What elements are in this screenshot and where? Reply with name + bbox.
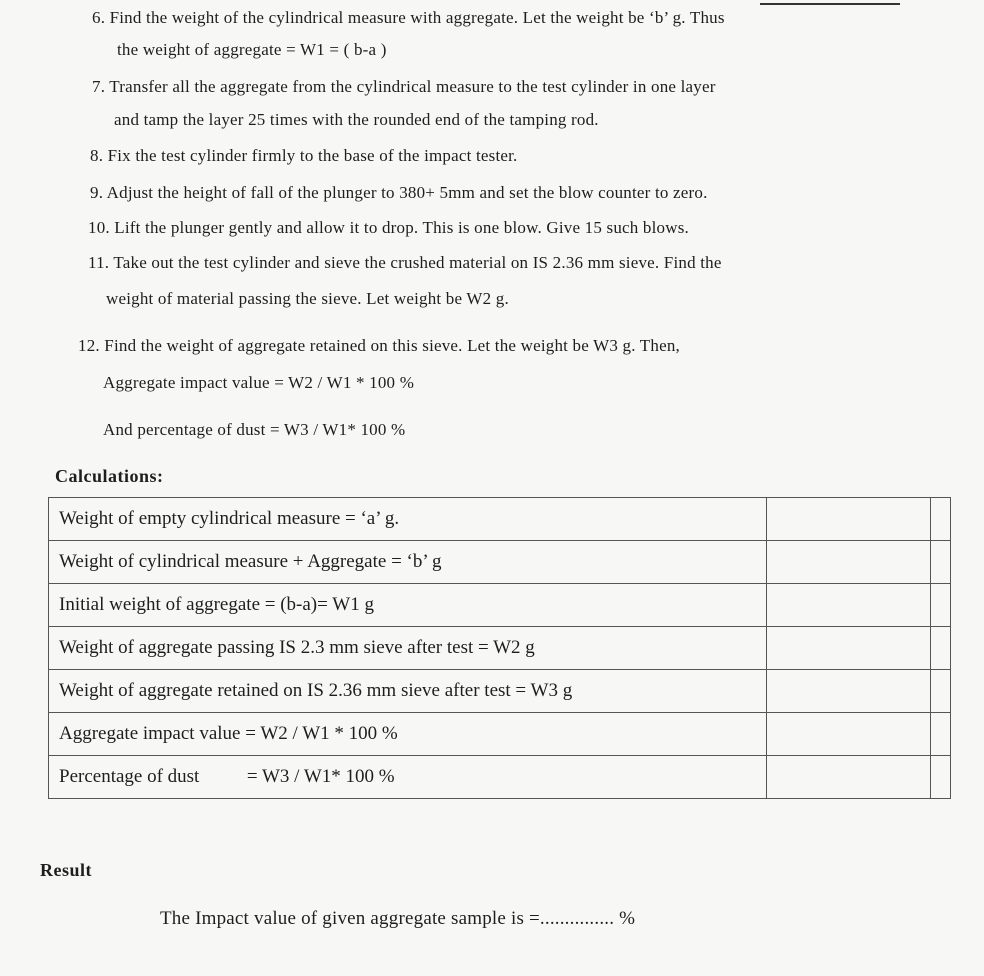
row-spare — [931, 498, 951, 541]
step-7-line-2: and tamp the layer 25 times with the rounded end of the tamping rod. — [114, 110, 599, 129]
row-spare — [931, 670, 951, 713]
dust-percentage-formula: And percentage of dust = W3 / W1* 100 % — [103, 420, 406, 439]
table-row — [49, 756, 951, 799]
row-value — [766, 498, 930, 541]
result-statement: The Impact value of given aggregate sample is =............... % — [160, 908, 636, 929]
row-spare — [931, 541, 951, 584]
table-row — [49, 498, 951, 541]
step-9: 9. Adjust the height of fall of the plunger to 380+ 5mm and set the blow counter to zero. — [90, 183, 708, 202]
row-value — [766, 541, 930, 584]
row-spare — [931, 713, 951, 756]
calculations-heading: Calculations: — [55, 466, 164, 486]
impact-value-formula: Aggregate impact value = W2 / W1 * 100 % — [103, 373, 415, 392]
step-8: 8. Fix the test cylinder firmly to the base of the impact tester. — [90, 146, 518, 165]
table-row — [49, 670, 951, 713]
row-label: Weight of cylindrical measure + Aggregate = ‘b’ g — [49, 541, 767, 584]
row-value — [766, 584, 930, 627]
row-spare — [931, 584, 951, 627]
step-12-line-1: 12. Find the weight of aggregate retained on this sieve. Let the weight be W3 g. Then, — [78, 336, 680, 355]
calculations-table — [48, 497, 951, 799]
step-6-line-2: the weight of aggregate = W1 = ( b-a ) — [117, 40, 387, 59]
step-7-line-1: 7. Transfer all the aggregate from the cylindrical measure to the test cylinder in one layer — [92, 77, 716, 96]
step-6-line-1: 6. Find the weight of the cylindrical measure with aggregate. Let the weight be ‘b’ g. Thus — [92, 8, 725, 27]
step-11-line-2: weight of material passing the sieve. Let weight be W2 g. — [106, 289, 509, 308]
step-11-line-1: 11. Take out the test cylinder and sieve the crushed material on IS 2.36 mm sieve. Find the — [88, 253, 722, 272]
top-rule — [760, 3, 900, 5]
row-value — [766, 670, 930, 713]
row-value — [766, 627, 930, 670]
result-heading: Result — [40, 860, 92, 880]
table-row — [49, 713, 951, 756]
table-row — [49, 627, 951, 670]
row-value — [766, 713, 930, 756]
step-10: 10. Lift the plunger gently and allow it to drop. This is one blow. Give 15 such blows. — [88, 218, 689, 237]
row-label: Percentage of dust = W3 / W1* 100 % — [49, 756, 767, 799]
row-spare — [931, 627, 951, 670]
row-label: Weight of aggregate retained on IS 2.36 mm sieve after test = W3 g — [49, 670, 767, 713]
row-label: Weight of empty cylindrical measure = ‘a’ g. — [49, 498, 767, 541]
table-row — [49, 584, 951, 627]
row-spare — [931, 756, 951, 799]
row-label: Initial weight of aggregate = (b-a)= W1 g — [49, 584, 767, 627]
row-label: Weight of aggregate passing IS 2.3 mm sieve after test = W2 g — [49, 627, 767, 670]
table-row — [49, 541, 951, 584]
row-value — [766, 756, 930, 799]
row-label: Aggregate impact value = W2 / W1 * 100 % — [49, 713, 767, 756]
